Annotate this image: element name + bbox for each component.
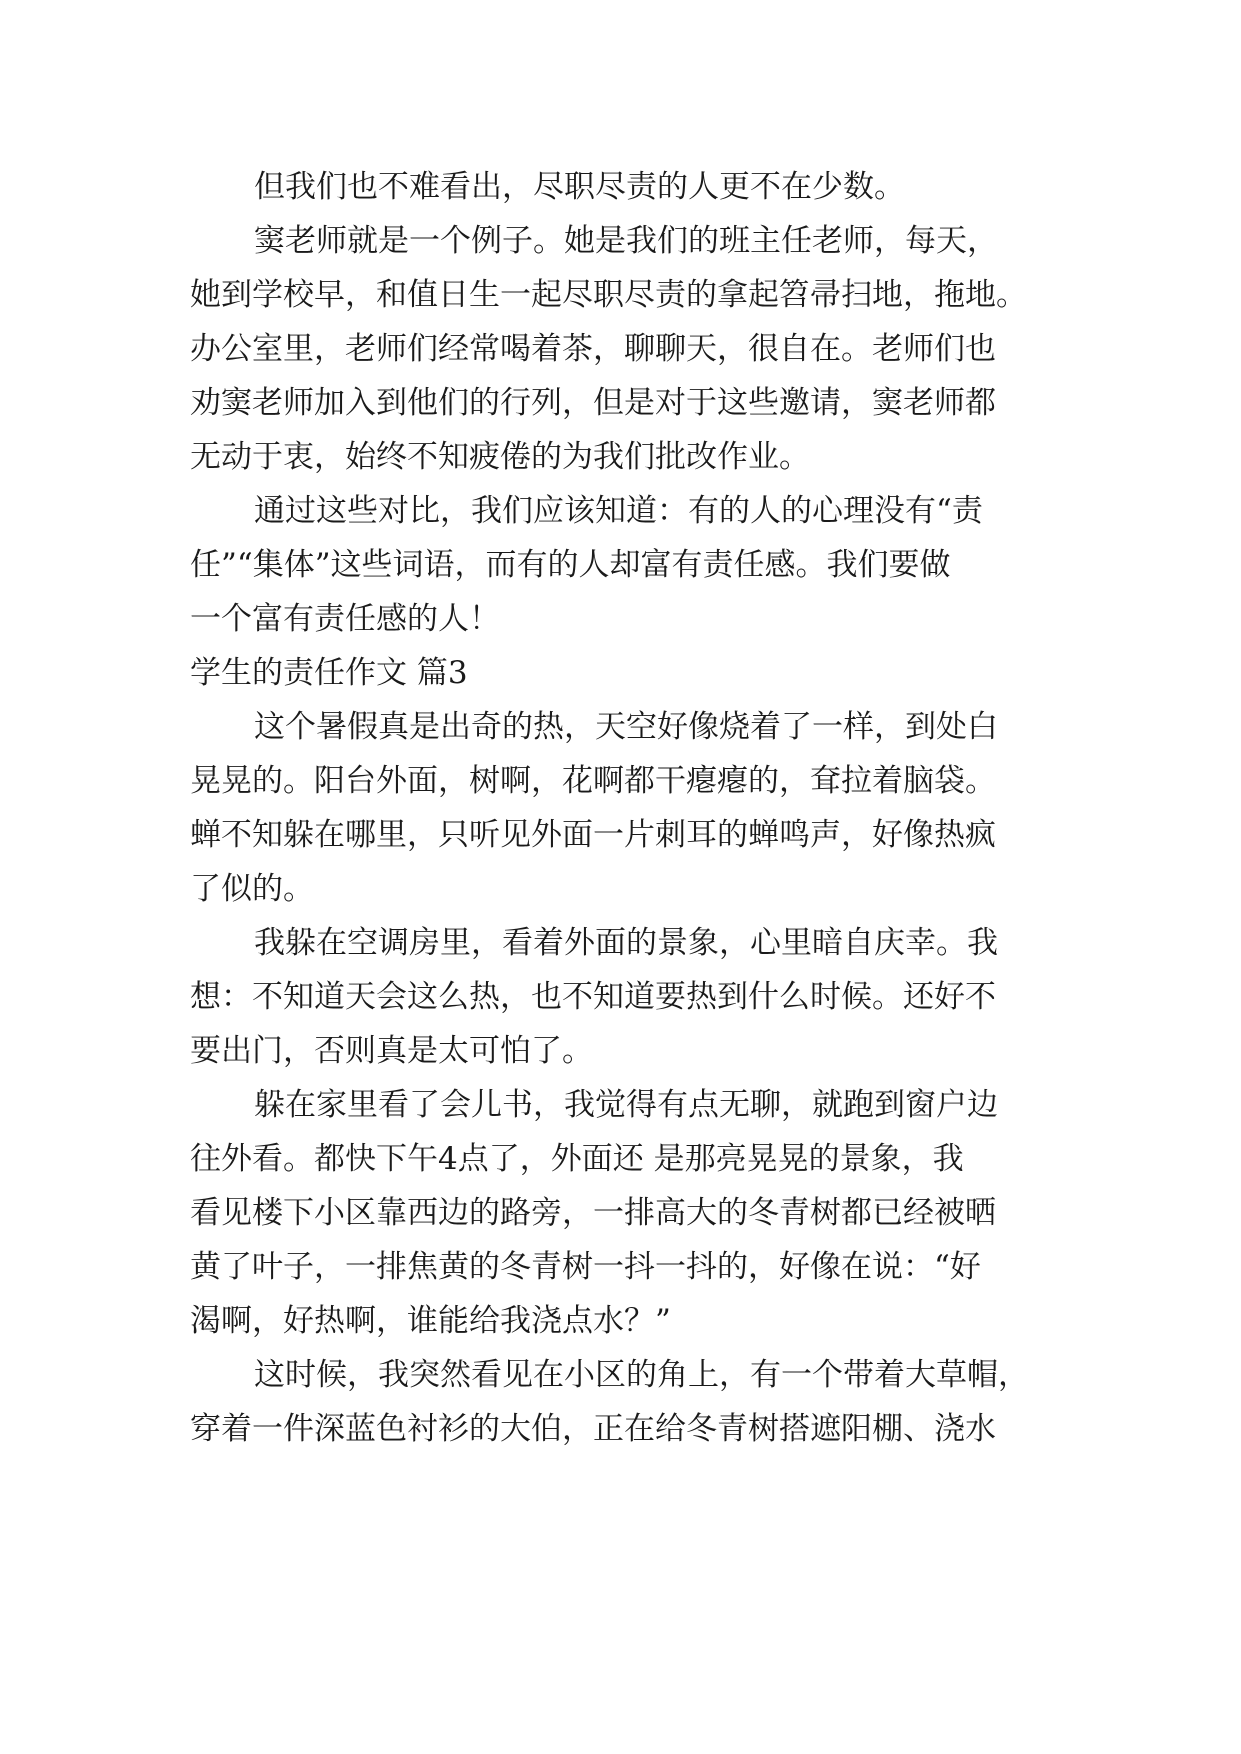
text-line: 躲在家里看了会儿书，我觉得有点无聊，就跑到窗户边: [254, 1087, 998, 1123]
text-line: 办公室里，老师们经常喝着茶，聊聊天，很自在。老师们也: [190, 331, 996, 367]
text-line: 通过这些对比，我们应该知道：有的人的心理没有“责: [254, 493, 983, 529]
text-line: 黄了叶子，一排焦黄的冬青树一抖一抖的，好像在说：“好: [190, 1249, 981, 1285]
text-line: 一个富有责任感的人！: [190, 601, 500, 637]
paragraph: [190, 214, 1050, 484]
paragraph: [190, 700, 1050, 916]
text-line: 穿着一件深蓝色衬衫的大伯，正在给冬青树搭遮阳棚、浇水: [190, 1411, 996, 1447]
text-line: 往外看。都快下午4点了，外面还 是那亮晃晃的景象，我: [190, 1141, 964, 1177]
section-heading: 学生的责任作文 篇3: [190, 655, 468, 691]
paragraph: [190, 916, 1050, 1078]
text-line: 但我们也不难看出，尽职尽责的人更不在少数。: [254, 169, 905, 205]
text-line: 想：不知道天会这么热，也不知道要热到什么时候。还好不: [190, 979, 996, 1015]
text-line: 任”“集体”这些词语，而有的人却富有责任感。我们要做: [190, 547, 951, 583]
paragraph: [190, 160, 1050, 214]
paragraph: [190, 1078, 1050, 1348]
text-line: 无动于衷，始终不知疲倦的为我们批改作业。: [190, 439, 810, 475]
text-line: 看见楼下小区靠西边的路旁，一排高大的冬青树都已经被晒: [190, 1195, 996, 1231]
text-line: 晃晃的。阳台外面，树啊，花啊都干瘪瘪的，耷拉着脑袋。: [190, 763, 996, 799]
text-line: 她到学校早，和值日生一起尽职尽责的拿起笤帚扫地，拖地。: [190, 277, 1027, 313]
text-line: 劝窦老师加入到他们的行列，但是对于这些邀请，窦老师都: [190, 385, 996, 421]
text-line: 蝉不知躲在哪里，只听见外面一片刺耳的蝉鸣声，好像热疯: [190, 817, 996, 853]
text-line: 这时候，我突然看见在小区的角上，有一个带着大草帽，: [254, 1357, 1029, 1393]
text-line: 我躲在空调房里，看着外面的景象，心里暗自庆幸。我: [254, 925, 998, 961]
text-line: 渴啊，好热啊，谁能给我浇点水？”: [190, 1303, 671, 1339]
paragraph: [190, 484, 1050, 646]
text-line: 了似的。: [190, 871, 314, 907]
document-body: [190, 160, 1050, 1456]
text-line: 要出门，否则真是太可怕了。: [190, 1033, 593, 1069]
text-line: 这个暑假真是出奇的热，天空好像烧着了一样，到处白: [254, 709, 998, 745]
paragraph: [190, 1348, 1050, 1456]
text-line: 窦老师就是一个例子。她是我们的班主任老师，每天，: [254, 223, 998, 259]
